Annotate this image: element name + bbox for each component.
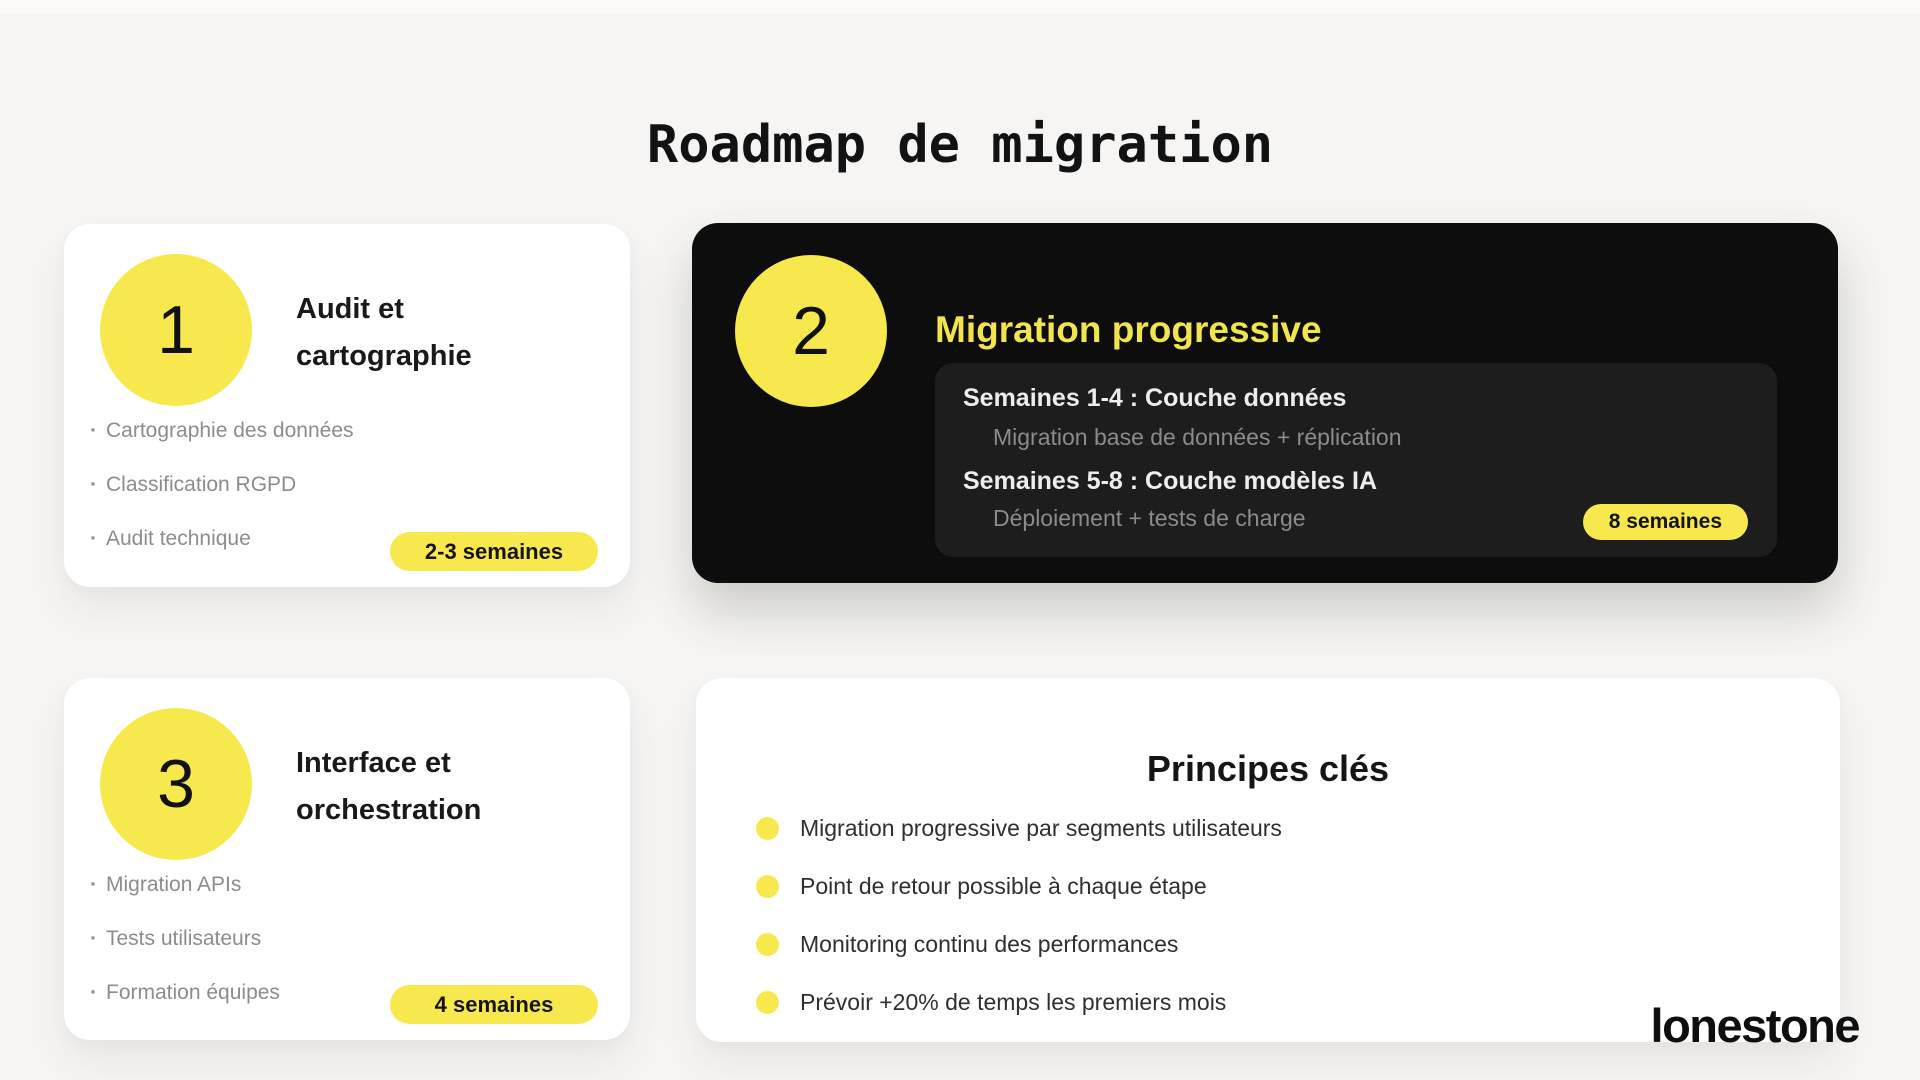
phase-label-2: Semaines 5-8 : Couche modèles IA [963,467,1378,495]
step-number-circle-1 [100,254,252,406]
step-number-circle-2 [735,255,887,407]
step-bullet-list-3 [90,874,280,1036]
bullet-item: · Formation équipes [90,982,280,1004]
duration-badge-1: 2-3 semaines [390,532,598,571]
step-title-1-line2: cartographie [296,340,472,373]
phase-label-1: Semaines 1-4 : Couche données [963,384,1347,412]
yellow-dot-icon [756,933,779,956]
step-title-3 [296,740,481,834]
phase-detail-2: Déploiement + tests de charge [993,505,1306,531]
step-number-circle-3 [100,708,252,860]
step-card-3 [64,678,630,1040]
bullet-item: · Cartographie des données [90,420,354,442]
principle-row [756,932,1178,956]
step-number-2: 2 [792,293,830,369]
step-title-1-line1: Audit et [296,293,404,326]
step-title-3-line1: Interface et [296,747,451,780]
bullet-item: · Classification RGPD [90,474,354,496]
principle-text: Prévoir +20% de temps les premiers mois [800,988,1227,1015]
principle-text: Monitoring continu des performances [800,930,1179,957]
page-title: Roadmap de migration [646,114,1274,175]
principle-row [756,816,1282,840]
yellow-dot-icon [756,991,779,1014]
duration-badge-2: 8 semaines [1583,504,1748,540]
duration-badge-3: 4 semaines [390,985,598,1024]
phase-panel [935,363,1777,557]
step-title-1 [296,286,472,380]
step-card-1 [64,224,630,587]
principle-row [756,874,1207,898]
principle-text: Migration progressive par segments utilisateurs [800,814,1282,841]
step-number-1: 1 [157,292,195,368]
yellow-dot-icon [756,875,779,898]
yellow-dot-icon [756,817,779,840]
top-strip [0,0,1920,13]
lonestone-logo: lonestone [1650,999,1859,1052]
principle-text: Point de retour possible à chaque étape [800,872,1207,899]
step-bullet-list-1 [90,420,354,582]
bullet-item: · Audit technique [90,528,354,550]
bullet-item: · Migration APIs [90,874,280,896]
step-title-2: Migration progressive [935,308,1322,350]
principles-card [696,678,1840,1042]
step-number-3: 3 [157,746,195,822]
principle-row [756,990,1226,1014]
principles-title: Principes clés [1146,747,1390,789]
bullet-item: · Tests utilisateurs [90,928,280,950]
step-title-3-line2: orchestration [296,794,482,827]
step-card-2 [692,223,1838,583]
phase-detail-1: Migration base de données + réplication [993,424,1402,450]
